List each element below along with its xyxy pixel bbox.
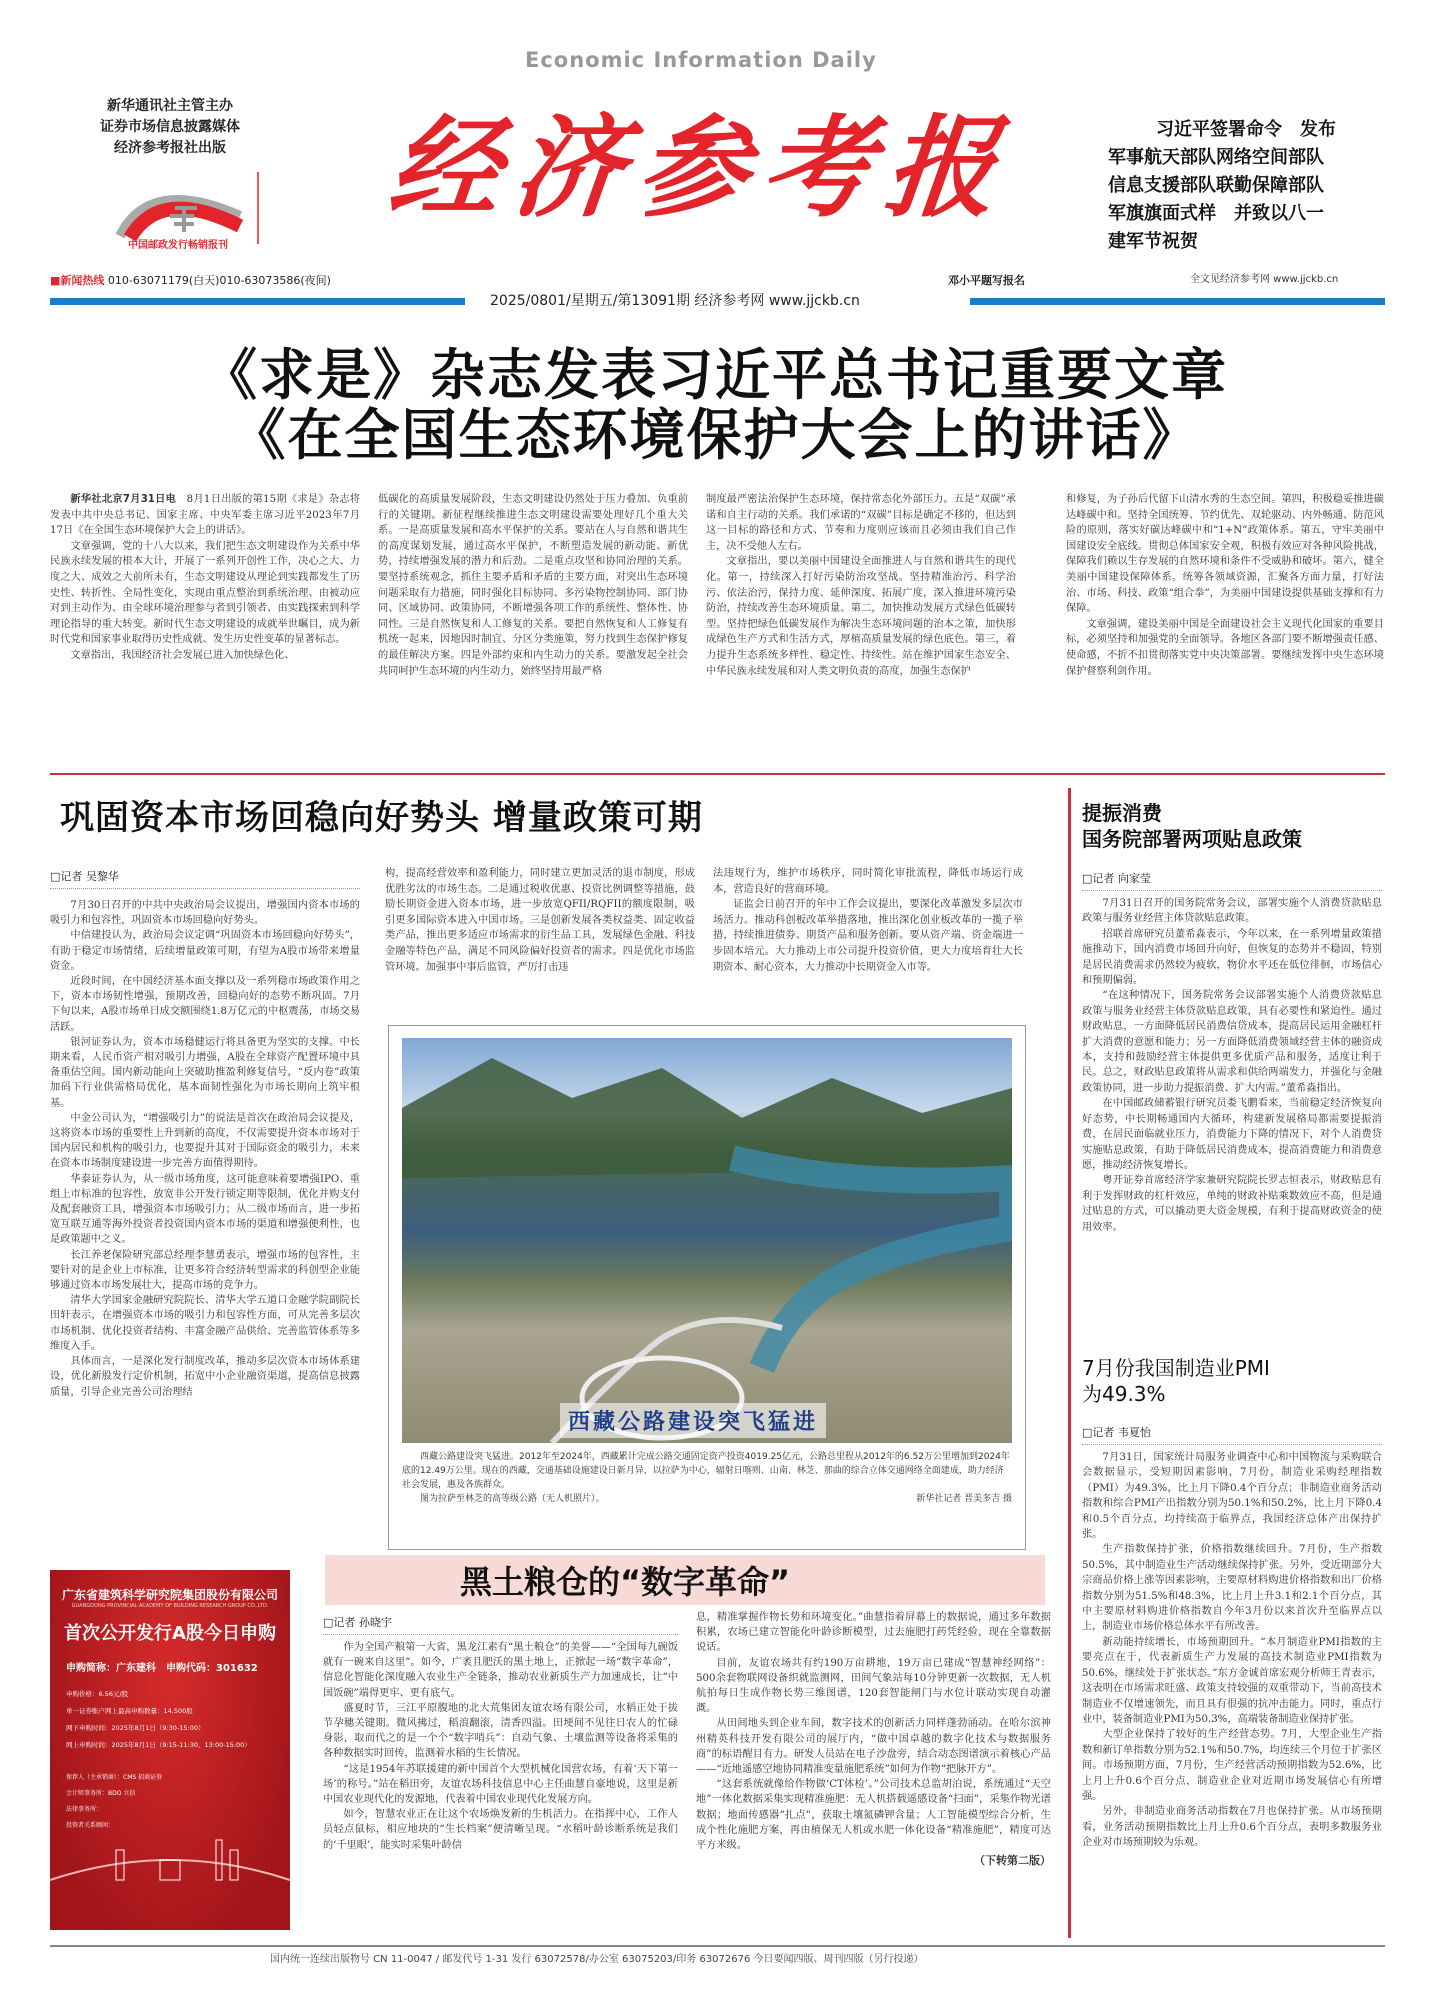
ad-details (66, 1686, 290, 1754)
paragraph: 证监会日前召开的年中工作会议提出，要深化改革激发多层次市场活力。推动科创板改革举措落地，推出深化创业板改革的一揽子举措，持续推进债券、期货产品和服务创新。要从资产端、资金端进一步固本培元。大力推动上市公司提升投资价值，更大力度培育壮大长期资本、耐心资本，大力推动中长期资金入市等。 (713, 899, 1023, 973)
agri-column-1 (323, 1640, 678, 1853)
paragraph: 银河证券认为，资本市场稳健运行将具备更为坚实的支撑。中长期来看，人民币资产相对吸引力增强，A股在全球资产配置环境中具备重估空间。国内新动能向上突破助推盈利修复信号，“反内卷”政策加码下行业供需格局优化，基本面韧性强化为市场长期向上筑牢根基。 (50, 1036, 360, 1109)
photo-caption (402, 1450, 1012, 1506)
paragraph: 8月1日出版的第15期《求是》杂志将发表中共中央总书记、国家主席、中央军委主席习近平2023年7月17日《在全国生态环境保护大会上的讲话》。 (50, 494, 361, 537)
lead-headline[interactable] (0, 345, 1430, 465)
paragraph: 文章指出，我国经济社会发展已进入加快绿色化、 (70, 649, 295, 661)
side-headline[interactable] (1108, 116, 1390, 256)
paragraph: 另外，非制造业商务活动指数在7月也保持扩张。从市场预期看，业务活动预期指数比上月上升0.6个百分点，表明多数服务业企业对市场预期较为乐观。 (1082, 1806, 1382, 1849)
paragraph: 中金公司认为，“增强吸引力”的说法是首次在政治局会议提及，这将资本市场的重要性上升到新的高度，不仅需要提升资本市场对于国内居民和机构的吸引力，也要提升其对于国际资金的吸引力，未来在资本市场制度建设进一步完善方面值得期待。 (50, 1112, 360, 1170)
issue-date-line: 2025/0801/星期五/第13091期 经济参考网 www.jjckb.cn (490, 293, 860, 309)
news-hotline (50, 272, 331, 288)
paragraph: 文章强调，党的十八大以来，我们把生态文明建设作为关系中华民族永续发展的根本大计，开展了一系列开创性工作，决心之大、力度之大、成效之大前所未有，生态文明建设从理论到实践都发生了历史性、转折性、全局性变化，实现由重点整治到系统治理、由被动应对到主动作为、由全球环境治理参与者到引领者、由实践探索到科学理论指导的重大转变。新时代生态文明建设的成就举世瞩目，成为新时代党和国家事业取得历史性成就、发生历史性变革的显著标志。 (50, 540, 360, 646)
ad-detail: 网上申购时间：2025年8月1日（9:15-11:30、13:00-15:00） (66, 1741, 251, 1749)
paragraph: 构，提高经营效率和盈利能力，同时建立更加灵活的退市制度，形成优胜劣汰的市场生态。二是通过税收优惠、投资比例调整等措施，鼓励长期资金进入资本市场，进一步放宽QFII/RQFII的额度限制，吸引更多国际资本进入中国市场。三是创新发展各类权益类、固定收益类产品，推出更多适应市场需求的衍生品工具，发展绿色金融、科技金融等特色产品，满足不同风险偏好投资者的需求。四是优化市场监管环境。加强事中事后监管，严厉打击违 (385, 868, 695, 973)
consumption-headline[interactable] (1082, 800, 1302, 852)
paragraph: 和修复，为子孙后代留下山清水秀的生态空间。第四，积极稳妥推进碳达峰碳中和。坚持全国统筹、节约优先、双轮驱动、内外畅通、防范风险的原则，落实好碳达峰碳中和“1+N”政策体系。第五，守牢美丽中国建设安全底线。贯彻总体国家安全观，积极有效应对各种风险挑战，保障我们赖以生存发展的自然环境和条件不受威胁和破坏。第六，健全美丽中国建设保障体系。统筹各领域资源，汇聚各方面力量，打好法治、市场、科技、政策“组合拳”，为美丽中国建设提供基础支撑和有力保障。 (1066, 494, 1384, 615)
paragraph: 近段时间，在中国经济基本面支撑以及一系列稳市场政策作用之下，资本市场韧性增强，预期改善，回稳向好的态势不断巩固。7月下旬以来，A股市场单日成交额围绕1.8万亿元的中枢震荡，市场交易活跃。 (50, 976, 360, 1033)
paragraph: “这是1954年苏联援建的新中国首个大型机械化国营农场，有着‘天下第一场’的称号。”站在稻田旁，友谊农场科技信息中心主任曲慧自豪地说，这里是新中国农业现代化的发源地，代表着中国农业现代化发展方向。 (323, 1763, 678, 1806)
byline: □记者 吴黎华 (50, 868, 360, 889)
paragraph: 粤开证券首席经济学家兼研究院院长罗志恒表示，财政贴息有利于发挥财政的杠杆效应，单纯的财政补贴乘数效应不高，但是通过贴息的方式，可以撬动更大资金规模，有利于提高财政资金的使用效率。 (1082, 1175, 1382, 1233)
publisher-info (70, 96, 270, 159)
paragraph: “这套系统就像给作物做‘CT体检’。”公司技术总监胡泊说，系统通过“天空地”一体化数据采集实现精准施肥：无人机搭载遥感设备“扫面”，采集作物光谱数据；地面传感器“扎点”，获取土壤氮磷钾含量；人工智能模型综合分析，生成个性化施肥方案，再由植保无人机或水肥一体化设备“精准施肥”，精度可达平方米级。 (696, 1779, 1051, 1852)
paragraph: 目前，友谊农场共有约190万亩耕地，19万亩已建成“智慧神经网络”：500余套物联网设备织就监测网，田间气象站每10分钟更新一次数据，无人机航拍每日生成作物长势三维图谱，120套智能闸门与水位计联动实现自动灌溉。 (696, 1657, 1051, 1715)
caption-line-2 (402, 1492, 1012, 1506)
paragraph: 华泰证券认为，从一级市场角度，这可能意味着要增强IPO、重组上市标准的包容性，放宽非公开发行锁定期等限制，优化并购支付及配套融资工具，增强资本市场吸引力；从二级市场而言，进一步拓宽互联互通等海外投资者投资国内资本市场的渠道和增强便利性，也是政策题中之义。 (50, 1173, 360, 1246)
agri-column-2 (696, 1610, 1051, 1868)
ad-accountant: 会计师事务所：BDO 立信 (66, 1790, 136, 1797)
paragraph: 低碳化的高质量发展阶段，生态文明建设仍然处于压力叠加、负重前行的关键期。新征程继续推进生态文明建设需要处理好几个重大关系。一是高质量发展和高水平保护的关系。要站在人与自然和谐共生的高度谋划发展，通过高水平保护，不断塑造发展的新动能、新优势，持续增强发展的潜力和后劲。二是重点攻坚和协同治理的关系。要坚持系统观念，抓住主要矛盾和矛盾的主要方面，对突出生态环境问题采取有力措施，同时强化目标协同、多污染物控制协同、部门协同、区域协同、政策协同，不断增强各项工作的系统性、整体性、协同性。三是自然恢复和人工修复的关系。要把自然恢复和人工修复有机统一起来，因地因时制宜、分区分类施策，努力找到生态保护修复的最佳解决方案。四是外部约束和内生动力的关系。要激发起全社会共同呵护生态环境的内生动力，始终坚持用最严格 (378, 494, 688, 677)
lead-column-4 (1066, 492, 1384, 679)
lead-headline-line1: 《求是》杂志发表习近平总书记重要文章 (201, 343, 1228, 407)
continued-note[interactable]: （下转第二版） (974, 1854, 1051, 1868)
paragraph: 长江养老保险研究部总经理李慧勇表示，增强市场的包容性，主要针对的是企业上市标准，让更多符合经济转型需求的科创型企业能够通过资本市场发展壮大，提高市场的竞争力。 (50, 1249, 360, 1292)
ad-detail: 网下申购时间：2025年8月1日（9:30-15:00） (66, 1724, 205, 1732)
ad-company: 广东省建筑科学研究院集团股份有限公司 (61, 1588, 278, 1602)
best-selling-badge (90, 166, 270, 250)
paragraph: 文章指出，要以美丽中国建设全面推进人与自然和谐共生的现代化。第一，持续深入打好污染防治攻坚战。坚持精准治污、科学治污、依法治污，保持力度、延伸深度、拓展广度，深入推进环境污染防治，持续改善生态环境质量。第二，加快推动发展方式绿色低碳转型。坚持把绿色低碳发展作为解决生态环境问题的治本之策，加快形成绿色生产方式和生活方式，厚植高质量发展的绿色底色。第三，着力提升生态系统多样性、稳定性、持续性。站在维护国家生态安全、中华民族永续发展和对人类文明负责的高度，加强生态保护 (706, 556, 1016, 677)
city-skyline-icon (50, 1820, 290, 1890)
paragraph: 招联首席研究员董希淼表示，今年以来，在一系列增量政策措施推动下，国内消费市场回升向好，但恢复的态势并不稳固，特别是居民消费需求仍然较为疲软，物价水平还在低位徘徊，市场信心和预期偏弱。 (1082, 928, 1382, 987)
hotline-label: ■新闻热线 (50, 274, 105, 287)
byline: □记者 向家莹 (1082, 870, 1382, 891)
stock-code: 301632 (216, 1663, 258, 1674)
side-headline-line: 习近平签署命令 发布 (1156, 119, 1336, 140)
ad-ir: 投资者关系顾问： (66, 1822, 115, 1829)
tibet-highway-photo[interactable] (402, 1038, 1012, 1443)
headline-line: 7月份我国制造业PMI (1082, 1356, 1270, 1380)
footer-info: 国内统一连续出版物号 CN 11-0047 / 邮发代号 1-31 发行 63072578/办公室 63075203/印务 63072676 今日要闻四版、周刊四版（另行投递） (270, 1954, 924, 1965)
lead-headline-line2: 《在全国生态环境保护大会上的讲话》 (230, 403, 1200, 467)
paragraph: “在这种情况下，国务院常务会议部署实施个人消费贷款贴息政策与服务业经营主体贷款贴息政策，具有必要性和紧迫性。通过财政贴息，一方面降低居民消费信贷成本，提高居民运用金融杠杆扩大消费的意愿和能力；另一方面降低消费领域经营主体的融资成本，支持和鼓励经营主体提供更多优质产品和服务，适度让利于民。总之，财政贴息政策将从需求和供给两端发力，并强化与金融政策协同，进一步助力提振消费、扩大内需。”董希淼指出。 (1082, 990, 1382, 1094)
sponsor-line: 经济参考报社出版 (114, 140, 226, 156)
paragraph: 在中国邮政储蓄银行研究员娄飞鹏看来，当前稳定经济恢复向好态势，中长期畅通国内大循环，构建新发展格局都需要提振消费，在居民面临就业压力，消费能力下降的情况下，对个人消费贷实施贴息政策，有助于降低居民消费成本，提高消费能力和消费意愿，推动经济恢复增长。 (1082, 1098, 1382, 1171)
side-headline-line: 信息支援部队联勤保障部队 (1108, 175, 1324, 196)
sponsor-line: 证券市场信息披露媒体 (100, 119, 240, 135)
ad-sponsor: 保荐人（主承销商）：CMS 招商证券 (66, 1774, 163, 1781)
paragraph: 7月31日，国家统计局服务业调查中心和中国物流与采购联合会数据显示，受短期因素影响，7月份，制造业采购经理指数（PMI）为49.3%，比上月下降0.4个百分点；非制造业商务活动指数和综合PMI产出指数分别为50.1%和50.2%，比上月下降0.4和0.5个百分点，均持续高于临界点，我国经济总体产出保持扩张。 (1082, 1452, 1382, 1541)
paragraph: 具体而言，一是深化发行制度改革，推动多层次资本市场体系建设，优化新股发行定价机制，拓宽中小企业融资渠道，提高信息披露质量，引导企业完善公司治理结 (50, 1356, 360, 1398)
consumption-body (1082, 896, 1382, 1235)
newspaper-logo: 经济参考报 (383, 103, 1017, 232)
side-headline-line: 军事航天部队网络空间部队 (1108, 147, 1324, 168)
ad-codes (66, 1659, 290, 1674)
byline: □记者 韦夏怡 (1082, 1424, 1382, 1445)
stock-abbr: 广东建科 (116, 1663, 156, 1674)
paragraph: 生产指数保持扩张，价格指数继续回升。7月份，生产指数50.5%，其中制造业生产活动继续保持扩张。另外，受近期部分大宗商品价格上涨等因素影响，主要原材料购进价格指数和出厂价格指数分别为51.5%和48.3%，比上月上升3.1和2.1个百分点，其中主要原材料购进价格指数自今年3月份以来首次升至临界点以上，制造业市场价格总体水平有所改善。 (1082, 1544, 1382, 1633)
dateline: 新华社北京7月31日电 (70, 494, 177, 505)
english-title: Economic Information Daily (525, 48, 877, 72)
photo-credit: 新华社记者 晋美多吉 摄 (916, 1494, 1012, 1504)
side-reference-link[interactable]: 全文见经济参考网 www.jjckb.cn (1190, 274, 1339, 285)
ad-detail: 申购价格：6.56元/股 (66, 1690, 129, 1698)
label: 申购代码： (166, 1663, 216, 1674)
paragraph: 大型企业保持了较好的生产经营态势。7月，大型企业生产指数和新订单指数分别为52.1%和50.7%，均连续三个月位于扩张区间。市场预期方面，7月份，生产经营活动预期指数为52.6%，比上月上升0.6个百分点，制造业企业对近期市场发展信心有所增强。 (1082, 1729, 1382, 1802)
header-rule-left (50, 298, 465, 305)
capital-column-3 (713, 866, 1023, 975)
ipo-advertisement[interactable] (50, 1570, 290, 1930)
paragraph: 从田间地头到企业车间，数字技术的创新活力同样蓬勃涌动。在哈尔滨神州精英科技开发有限公司的展厅内，“做中国卓越的数字化技术与数据服务商”的标语醒目有力。研发人员站在电子沙盘旁，结合动态图谱演示着核心产品——“近地遥感空地协同精准变量施肥系统”如何为作物“把脉开方”。 (696, 1718, 1051, 1776)
headline-line: 为49.3% (1082, 1382, 1166, 1406)
photo-overlay-title: 西藏公路建设突飞猛进 (560, 1403, 826, 1438)
capital-column-1 (50, 898, 360, 1400)
right-column-rule (1068, 788, 1071, 1938)
pmi-body (1082, 1450, 1382, 1851)
aerial-photo-illustration (402, 1038, 1012, 1443)
paragraph: 新动能持续增长，市场预期回升。“本月制造业PMI指数的主要亮点在于，代表新质生产力发展的高技术制造业PMI指数为50.6%，继续处于扩张状态。”东方金诚首席宏观分析师王青表示，这表明在市场需求旺盛、政策支持较强的双重带动下，当前高技术制造业不仅增速领先，而且具有很强的抗冲击能力。同时，重点行业中，装备制造业PMI为50.3%，高端装备制造业保持扩张。 (1082, 1636, 1382, 1725)
capital-column-2 (385, 866, 695, 975)
paragraph: 法违规行为，维护市场秩序，同时简化审批流程，降低市场运行成本，营造良好的营商环境。 (713, 868, 1023, 895)
paragraph: 7月31日召开的国务院常务会议，部署实施个人消费贷款贴息政策与服务业经营主体贷款贴息政策。 (1082, 898, 1382, 925)
paragraph: 盛夏时节，三江平原腹地的北大荒集团友谊农场有限公司，水稻正处于拔节孕穗关键期。微风拂过，稻浪翻滚，清香四溢。田埂间不见往日农人的忙碌身影，取而代之的是一个个“数字哨兵”：自动气象、土壤监测等设备将采集的各种数据实时回传，监测着水稻的生长情况。 (323, 1702, 678, 1760)
byline: □记者 孙晓宇 (323, 1614, 678, 1635)
paragraph: 如今，智慧农业正在让这个农场焕发新的生机活力。在指挥中心，工作人员轻点鼠标，相应地块的“生长档案”便清晰呈现。“水稻叶龄诊断系统是我们的‘千里眼’，能实时采集叶龄信 (323, 1809, 678, 1851)
paragraph: 制度最严密法治保护生态环境，保持常态化外部压力。五是“双碳”承诺和自主行动的关系。我们承诺的“双碳”目标是确定不移的，但达到这一目标的路径和方式、节奏和力度则应该而且必须由我们自己作主，决不受他人左右。 (706, 494, 1016, 552)
side-headline-line: 军旗旗面式样 并致以八一 (1108, 203, 1324, 224)
lead-column-2 (378, 492, 688, 679)
paragraph: 作为全国产粮第一大省，黑龙江素有“黑土粮仓”的美誉——“全国每九碗饭就有一碗来自这里”。如今，广袤且肥沃的黑土地上，正掀起一场“数字革命”，信息化智能化深度融入农业生产全链条，推动农业新质生产力加速成长，让“中国饭碗”端得更牢、更有底气。 (323, 1642, 678, 1699)
headline-line: 国务院部署两项贴息政策 (1082, 827, 1302, 851)
side-headline-line: 建军节祝贺 (1108, 231, 1198, 252)
ad-title: 首次公开发行A股今日申购 (64, 1623, 276, 1644)
badge-caption: 中国邮政发行畅销报刊 (128, 240, 228, 251)
agri-headline[interactable]: 黑土粮仓的“数字革命” (460, 1563, 791, 1601)
ad-detail: 单一证券账户网上最高申购数量：14,500股 (66, 1707, 193, 1715)
lead-column-3 (706, 492, 1016, 679)
lead-column-1 (50, 492, 360, 664)
pmi-headline[interactable] (1082, 1355, 1270, 1407)
caption-text: 图为拉萨至林芝的高等级公路（无人机照片）。 (420, 1494, 605, 1504)
header-rule-right (970, 298, 1385, 305)
ad-company-en: GUANGDONG PROVINCIAL ACADEMY OF BUILDING RESEARCH GROUP CO.,LTD. (71, 1603, 269, 1609)
calligraphy-credit: 邓小平题写报名 (948, 274, 1025, 287)
paragraph: 文章强调，建设美丽中国是全面建设社会主义现代化国家的重要目标，必须坚持和加强党的全面领导。各地区各部门要不断增强责任感、使命感，不折不扣贯彻落实党中央决策部署。要继续发挥中央生态环境保护督察利剑作用。 (1066, 618, 1384, 677)
paragraph: 清华大学国家金融研究院院长、清华大学五道口金融学院副院长田轩表示，在增强资本市场的吸引力和包容性方面，可从完善多层次市场机制、优化投资者结构、丰富金融产品供给、完善监管体系等多维度入手。 (50, 1295, 360, 1352)
hotline-numbers: 010-63071179(白天)010-63073586(夜间) (107, 274, 331, 287)
paragraph: 息，精准掌握作物长势和环境变化。”曲慧指着屏幕上的数据说，通过多年数据积累，农场已建立智能化叶龄诊断模型，过去施肥打药凭经验，现在全靠数据说话。 (696, 1612, 1051, 1654)
sponsor-line: 新华通讯社主管主办 (107, 98, 233, 114)
footer-rule (50, 1945, 1385, 1947)
headline-line: 提振消费 (1082, 801, 1162, 825)
paragraph: 中信建投认为，政治局会议定调“巩固资本市场回稳向好势头”，有助于稳定市场情绪，后续增量政策可期，有望为A股市场带来增量资金。 (50, 930, 360, 972)
label: 申购简称： (66, 1663, 116, 1674)
section-divider (50, 773, 1385, 775)
caption-text: 西藏公路建设突飞猛进。2012年至2024年，西藏累计完成公路交通固定资产投资4019.25亿元，公路总里程从2012年的6.52万公里增加到2024年底的12.49万公里。现在的西藏，交通基础设施建设日新月异，以拉萨为中心，辐射日喀则、山南、林芝、那曲的综合立体交通网络全面建成，助力经济社会发展，惠及各族群众。 (402, 1452, 1010, 1490)
capital-market-headline[interactable]: 巩固资本市场回稳向好势头 增量政策可期 (60, 798, 703, 838)
paragraph: 7月30日召开的中共中央政治局会议提出，增强国内资本市场的吸引力和包容性，巩固资本市场回稳向好势头。 (50, 900, 360, 927)
ad-lawyer: 法律事务所： (66, 1806, 103, 1813)
